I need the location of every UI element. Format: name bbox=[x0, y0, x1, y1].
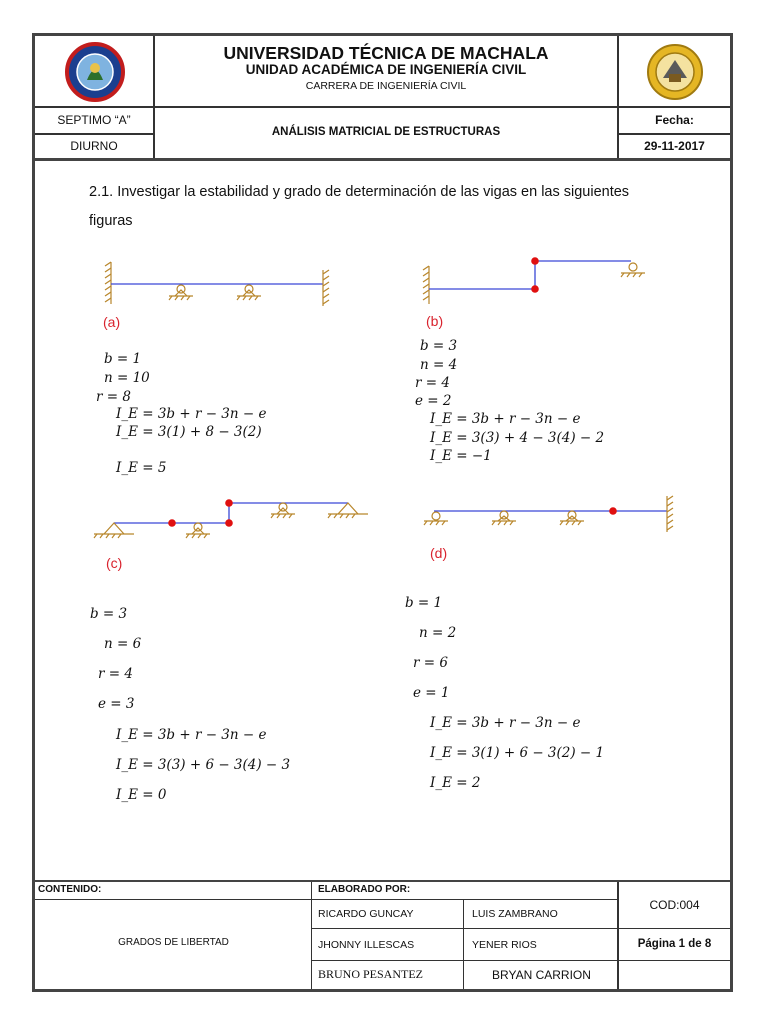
fig-c-line-2: n = 6 bbox=[104, 636, 142, 652]
author-name: BRUNO PESANTEZ bbox=[318, 967, 424, 981]
subject-cell bbox=[155, 108, 617, 159]
question-line-1: 2.1. Investigar la estabilidad y grado de determinación de las vigas en las siguientes bbox=[89, 184, 630, 200]
fig-d-line-6: I_E = 3(1) + 6 − 3(2) − 1 bbox=[430, 745, 605, 761]
pin-support-c-4 bbox=[328, 503, 368, 518]
fig-c-line-1: b = 3 bbox=[90, 606, 128, 622]
fig-a-line-3: r = 8 bbox=[96, 389, 131, 405]
node-c-3 bbox=[225, 499, 233, 507]
figure-a-diagram bbox=[95, 256, 355, 316]
figure-b-label: (b) bbox=[426, 313, 444, 329]
fig-c-line-4: e = 3 bbox=[98, 696, 135, 712]
fig-b-line-7: I_E = −1 bbox=[430, 448, 492, 464]
fig-b-line-6: I_E = 3(3) + 4 − 3(4) − 2 bbox=[430, 430, 605, 446]
fixed-support-d bbox=[667, 496, 673, 532]
figure-d-label: (d) bbox=[430, 545, 448, 561]
footer-author-row-2 bbox=[312, 929, 617, 961]
figure-c-diagram bbox=[80, 496, 370, 546]
question-line-2: figuras bbox=[89, 213, 133, 229]
date-value: 29-11-2017 bbox=[644, 139, 705, 153]
footer-prepared-label-cell bbox=[312, 882, 617, 900]
shift-text: DIURNO bbox=[70, 139, 118, 153]
author-cell-1 bbox=[312, 900, 464, 928]
footer-content-value-cell bbox=[35, 900, 312, 989]
fig-d-line-1: b = 1 bbox=[405, 595, 443, 611]
footer-content-label-cell bbox=[35, 882, 312, 900]
fig-a-line-6: I_E = 5 bbox=[116, 460, 167, 476]
document-code: COD:004 bbox=[649, 898, 700, 912]
fig-c-line-5: I_E = 3b + r − 3n − e bbox=[116, 727, 267, 743]
node-b-1 bbox=[531, 285, 539, 293]
date-value-cell bbox=[617, 135, 730, 159]
roller-support-c-3 bbox=[271, 503, 295, 518]
fixed-support-left bbox=[423, 266, 429, 304]
footer-page-cell bbox=[617, 929, 730, 961]
fig-b-line-2: n = 4 bbox=[420, 357, 458, 373]
node-d-1 bbox=[609, 507, 617, 515]
roller-support bbox=[621, 263, 645, 277]
fig-d-line-5: I_E = 3b + r − 3n − e bbox=[430, 715, 581, 731]
footer-author-row-3 bbox=[312, 961, 617, 989]
figure-b-diagram bbox=[415, 252, 655, 312]
author-cell-5 bbox=[312, 961, 464, 989]
fig-a-line-2: n = 10 bbox=[104, 370, 150, 386]
footer-code-cell bbox=[617, 882, 730, 929]
author-name: BRYAN CARRION bbox=[492, 968, 591, 982]
footer-blank-cell bbox=[617, 961, 730, 989]
date-label-cell bbox=[617, 108, 730, 135]
pin-support-1 bbox=[169, 285, 193, 300]
figure-c-label: (c) bbox=[106, 555, 123, 571]
roller-support-d-3 bbox=[560, 511, 584, 525]
fig-b-line-1: b = 3 bbox=[420, 338, 458, 354]
fig-c-line-6: I_E = 3(3) + 6 − 3(4) − 3 bbox=[116, 757, 291, 773]
fig-a-line-4: I_E = 3b + r − 3n − e bbox=[116, 406, 267, 422]
fig-b-line-5: I_E = 3b + r − 3n − e bbox=[430, 411, 581, 427]
left-logo-cell bbox=[35, 36, 155, 108]
semester-cell bbox=[35, 108, 155, 135]
author-name: RICARDO GUNCAY bbox=[318, 908, 414, 920]
right-logo-cell bbox=[617, 36, 730, 108]
semester-text: SEPTIMO “A” bbox=[57, 113, 131, 127]
header-divider bbox=[35, 158, 730, 161]
roller-support-c-2 bbox=[186, 523, 210, 538]
fig-d-line-2: n = 2 bbox=[419, 625, 457, 641]
pin-support-2 bbox=[237, 285, 261, 300]
fig-d-line-3: r = 6 bbox=[413, 655, 448, 671]
figure-a-label: (a) bbox=[103, 314, 121, 330]
question-text bbox=[89, 178, 689, 236]
footer-author-row-1 bbox=[312, 900, 617, 929]
fig-a-line-5: I_E = 3(1) + 8 − 3(2) bbox=[116, 424, 262, 440]
figure-d-diagram bbox=[420, 494, 680, 538]
beam-b bbox=[429, 261, 631, 289]
faculty-seal-icon bbox=[647, 44, 703, 100]
fig-d-line-4: e = 1 bbox=[413, 685, 450, 701]
fixed-support-left bbox=[105, 262, 111, 304]
author-name: YENER RIOS bbox=[472, 939, 537, 951]
career-name: CARRERA DE INGENIERÍA CIVIL bbox=[305, 80, 467, 92]
fixed-support-right bbox=[323, 270, 329, 306]
node-b-2 bbox=[531, 257, 539, 265]
university-seal-icon bbox=[65, 42, 125, 102]
node-c-1 bbox=[168, 519, 176, 527]
author-cell-3 bbox=[312, 929, 464, 960]
author-name: JHONNY ILLESCAS bbox=[318, 939, 415, 951]
pin-support-c-1 bbox=[94, 523, 134, 538]
fig-b-line-3: r = 4 bbox=[415, 375, 450, 391]
fig-b-line-4: e = 2 bbox=[415, 393, 452, 409]
author-name: LUIS ZAMBRANO bbox=[472, 908, 558, 920]
roller-support-d-2 bbox=[492, 511, 516, 525]
header-title-block bbox=[155, 36, 617, 108]
date-label: Fecha: bbox=[655, 113, 694, 127]
content-value: GRADOS DE LIBERTAD bbox=[118, 937, 229, 948]
prepared-label: ELABORADO POR: bbox=[318, 884, 411, 895]
fig-c-line-7: I_E = 0 bbox=[116, 787, 167, 803]
node-c-2 bbox=[225, 519, 233, 527]
university-name: UNIVERSIDAD TÉCNICA DE MACHALA bbox=[223, 43, 549, 63]
subject-text: ANÁLISIS MATRICIAL DE ESTRUCTURAS bbox=[271, 126, 501, 138]
roller-support-d-1 bbox=[424, 512, 448, 525]
fig-c-line-3: r = 4 bbox=[98, 666, 133, 682]
page-number: Página 1 de 8 bbox=[637, 938, 712, 950]
shift-cell bbox=[35, 135, 155, 159]
academic-unit: UNIDAD ACADÉMICA DE INGENIERÍA CIVIL bbox=[245, 62, 527, 77]
fig-d-line-7: I_E = 2 bbox=[430, 775, 481, 791]
fig-a-line-1: b = 1 bbox=[104, 351, 142, 367]
content-label: CONTENIDO: bbox=[38, 884, 102, 895]
